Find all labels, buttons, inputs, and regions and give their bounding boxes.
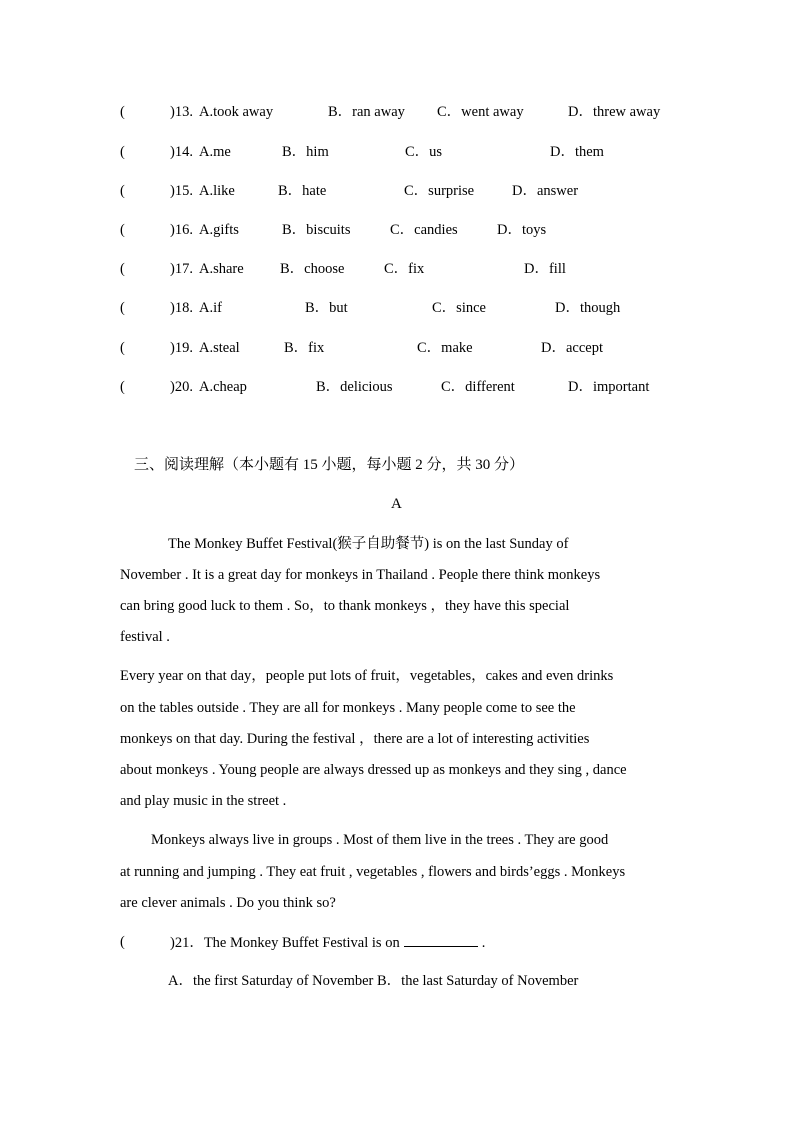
option-b: B．biscuits	[282, 222, 351, 238]
question-number: )19.	[170, 340, 193, 356]
passage-line: Monkeys always live in groups . Most of them live in the trees . They are good	[151, 832, 609, 848]
passage-line: The Monkey Buffet Festival(猴子自助餐节) is on the last Sunday of	[168, 536, 569, 552]
question-number: )20.	[170, 379, 193, 395]
answer-paren: (	[120, 300, 125, 316]
option-c: C．since	[432, 300, 486, 316]
question-stem	[170, 932, 485, 953]
answer-paren: (	[120, 379, 125, 395]
option-c: C．surprise	[404, 183, 475, 199]
option-b: B．ran away	[328, 104, 405, 120]
question-number: )17.	[170, 261, 193, 277]
option-a: A.share	[199, 261, 244, 277]
option-d: D．important	[568, 379, 650, 395]
passage-line: on the tables outside . They are all for monkeys . Many people come to see the	[120, 700, 576, 716]
question-number: )18.	[170, 300, 193, 316]
option-d: D．though	[555, 300, 621, 316]
answer-paren: (	[120, 144, 125, 160]
option-a: A.me	[199, 144, 231, 160]
question-number: )15.	[170, 183, 193, 199]
option-a: A.gifts	[199, 222, 239, 238]
question-number: )14.	[170, 144, 193, 160]
answer-paren: (	[120, 183, 125, 199]
passage-line: Every year on that day，people put lots of fruit，vegetables，cakes and even drinks	[120, 668, 614, 684]
option-c: C．candies	[390, 222, 458, 238]
answer-paren: (	[120, 934, 125, 950]
passage-line: monkeys on that day. During the festival ，there are a lot of interesting activities	[120, 731, 590, 747]
passage-line: November . It is a great day for monkeys in Thailand . People there think monkeys	[120, 567, 601, 583]
answer-paren: (	[120, 104, 125, 120]
option-a: A.like	[199, 183, 235, 199]
option-d: D．answer	[512, 183, 579, 199]
question-stem-start: )21．The Monkey Buffet Festival is on	[170, 935, 400, 951]
question-number: )16.	[170, 222, 193, 238]
option-c: C．make	[417, 340, 473, 356]
passage-line: at running and jumping . They eat fruit , vegetables , flowers and birds’eggs . Monkeys	[120, 864, 626, 880]
passage-line: and play music in the street .	[120, 793, 287, 809]
question-21-options: A．the first Saturday of November B．the last Saturday of November	[168, 973, 579, 989]
option-b: B．him	[282, 144, 329, 160]
option-b: B．choose	[280, 261, 345, 277]
option-a: A.cheap	[199, 379, 247, 395]
option-c: C．different	[441, 379, 515, 395]
option-b: B．but	[305, 300, 348, 316]
passage-line: festival .	[120, 629, 170, 645]
question-stem-end: .	[481, 935, 486, 951]
option-a: A.steal	[199, 340, 240, 356]
option-b: B．fix	[284, 340, 325, 356]
option-d: D．them	[550, 144, 604, 160]
option-b: B．delicious	[316, 379, 393, 395]
passage-line: about monkeys . Young people are always dressed up as monkeys and they sing , dance	[120, 762, 627, 778]
passage-letter: A	[391, 496, 402, 512]
answer-blank	[404, 932, 478, 947]
question-number: )13.	[170, 104, 193, 120]
option-d: D．fill	[524, 261, 566, 277]
option-d: D．threw away	[568, 104, 661, 120]
option-c: C．us	[405, 144, 443, 160]
option-b: B．hate	[278, 183, 327, 199]
passage-line: are clever animals . Do you think so?	[120, 895, 336, 911]
option-c: C．fix	[384, 261, 425, 277]
option-a: A.if	[199, 300, 222, 316]
answer-paren: (	[120, 340, 125, 356]
answer-paren: (	[120, 222, 125, 238]
option-c: C．went away	[437, 104, 524, 120]
option-a: A.took away	[199, 104, 274, 120]
passage-line: can bring good luck to them . So，to thank monkeys ，they have this special	[120, 598, 570, 614]
answer-paren: (	[120, 261, 125, 277]
section-title: 三、阅读理解（本小题有 15 小题，每小题 2 分，共 30 分）	[134, 457, 525, 473]
option-d: D．accept	[541, 340, 603, 356]
option-d: D．toys	[497, 222, 547, 238]
